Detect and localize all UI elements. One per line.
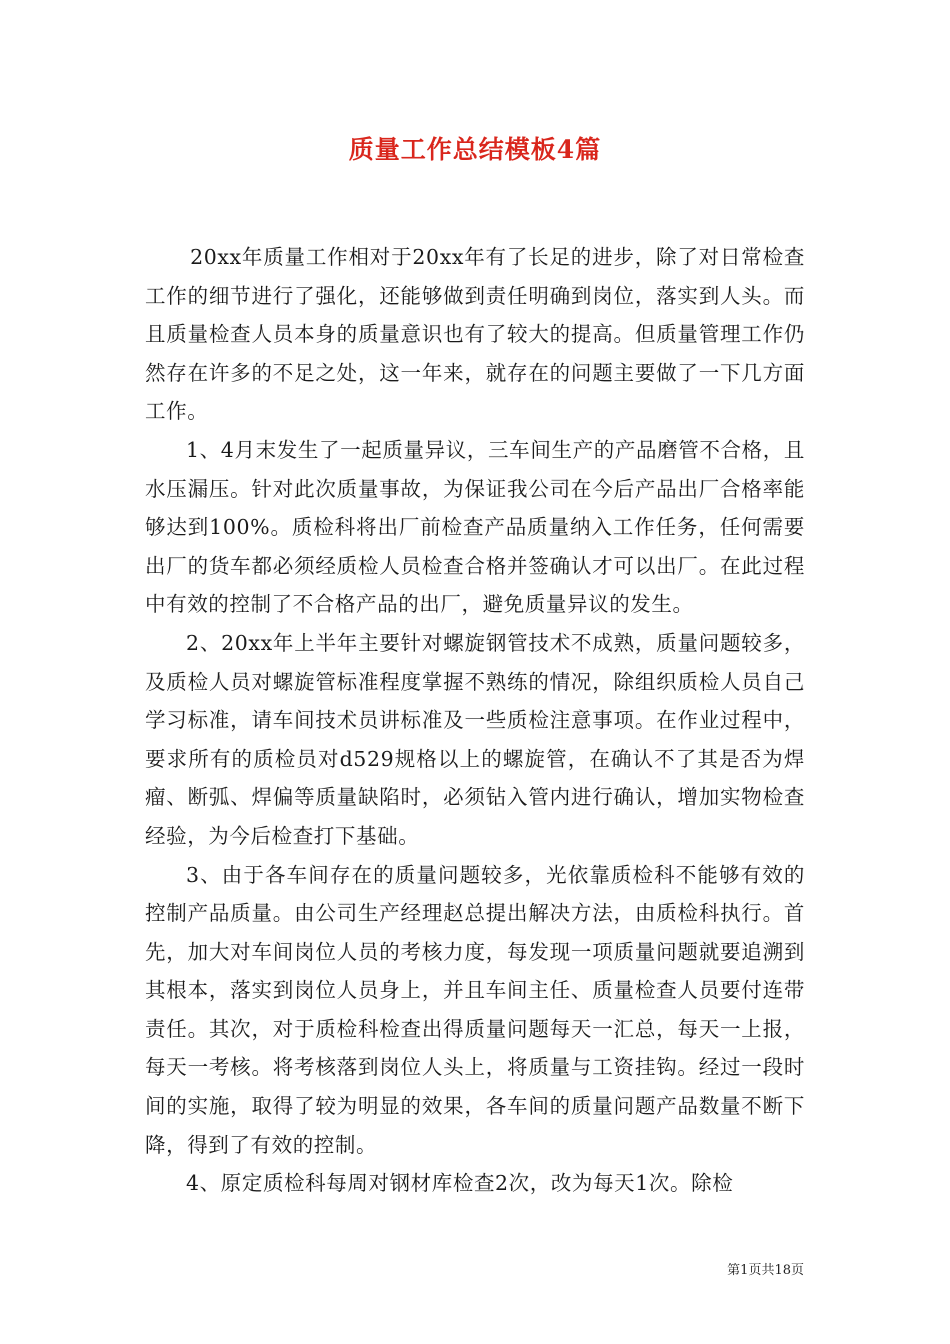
page-number-footer: 第1页共18页 <box>727 1263 804 1278</box>
paragraph-item-2: 2、20xx年上半年主要针对螺旋钢管技术不成熟，质量问题较多，及质检人员对螺旋管标准程度掌握不熟练的情况，除组织质检人员自己学习标准，请车间技术员讲标准及一些质检注意事项。在作业过程中，要求所有的质检员对d529规格以上的螺旋管，在确认不了其是否为焊瘤、断弧、焊偏等质量缺陷时，必须钻入管内进行确认，增加实物检查经验，为今后检查打下基础。 <box>145 630 805 848</box>
paragraph-item-4: 4、原定质检科每周对钢材库检查2次，改为每天1次。除检 <box>186 1171 734 1196</box>
document-title: 质量工作总结模板4篇 <box>348 135 602 164</box>
paragraph-intro: 20xx年质量工作相对于20xx年有了长足的进步，除了对日常检查工作的细节进行了强化，还能够做到责任明确到岗位，落实到人头。而且质量检查人员本身的质量意识也有了较大的提高。但质量管理工作仍然存在许多的不足之处，这一年来，就存在的问题主要做了一下几方面工作。 <box>145 245 805 424</box>
paragraph-item-1: 1、4月末发生了一起质量异议，三车间生产的产品磨管不合格，且水压漏压。针对此次质量事故，为保证我公司在今后产品出厂合格率能够达到100%。质检科将出厂前检查产品质量纳入工作任务，任何需要出厂的货车都必须经质检人员检查合格并签确认才可以出厂。在此过程中有效的控制了不合格产品的出厂，避免质量异议的发生。 <box>145 437 805 617</box>
paragraph-item-3: 3、由于各车间存在的质量问题较多，光依靠质检科不能够有效的控制产品质量。由公司生产经理赵总提出解决方法，由质检科执行。首先，加大对车间岗位人员的考核力度，每发现一项质量问题就要追溯到其根本，落实到岗位人员身上，并且车间主任、质量检查人员要付连带责任。其次，对于质检科检查出得质量问题每天一汇总，每天一上报，每天一考核。将考核落到岗位人头上，将质量与工资挂钩。经过一段时间的实施，取得了较为明显的效果，各车间的质量问题产品数量不断下降，得到了有效的控制。 <box>145 862 805 1157</box>
document-body <box>145 238 805 1203</box>
